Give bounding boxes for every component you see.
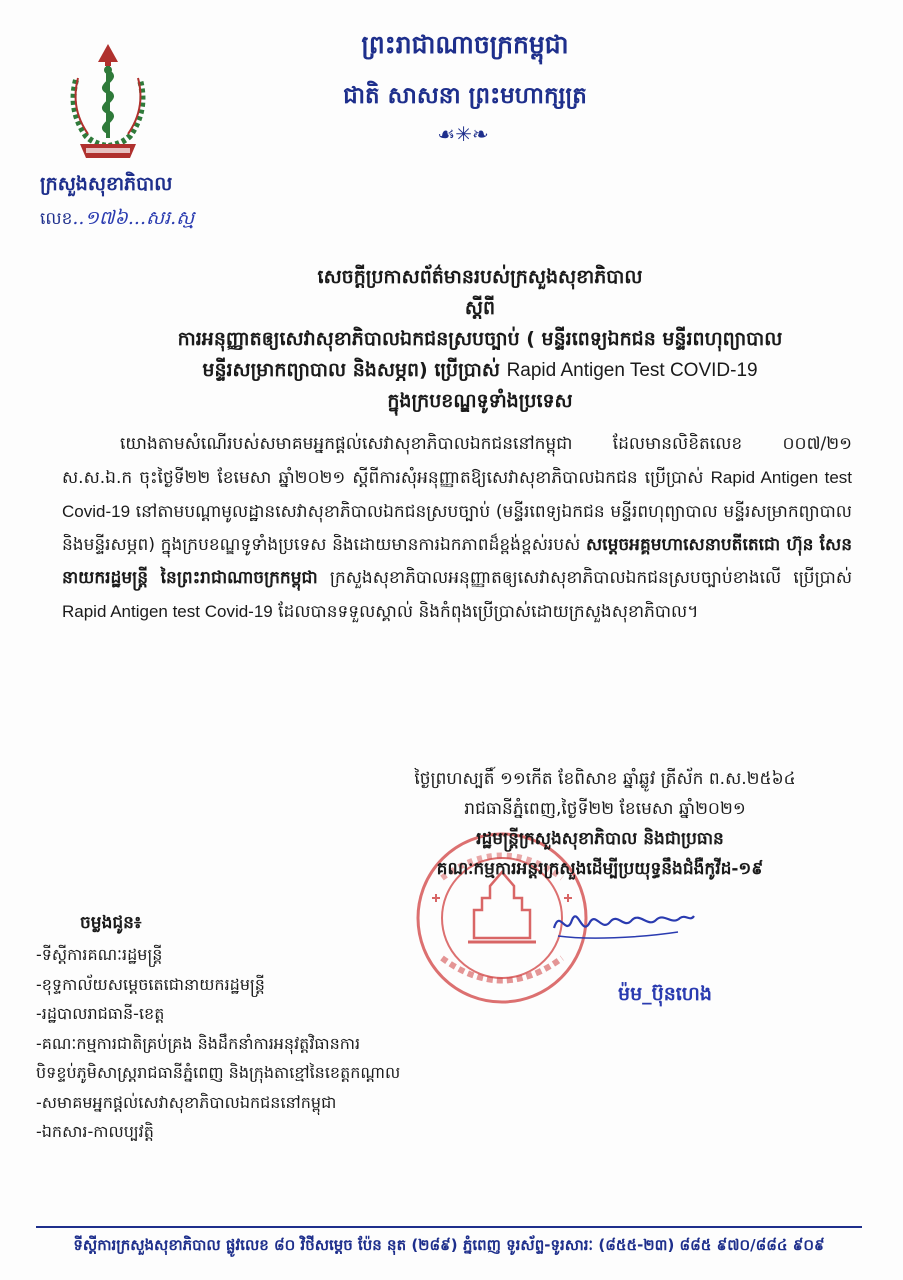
body-part-1: យោងតាមសំណើរបស់សមាគមអ្នកផ្តល់សេវាសុខាភិបាលឯកជននៅកម្ពុជា ដែលមានលិខិតលេខ ០០៧/២១ ស.ស.ឯ.ក ចុះថ្ងៃទី២២ ខែមេសា ឆ្នាំ២០២១ ស្តីពីការសុំអនុញ្ញាតឱ្យសេវាសុខាភិបាលឯកជន ប្រើប្រាស់ [62, 434, 852, 488]
body-part-3: ក្រសួងសុខាភិបាលអនុញ្ញាតឲ្យសេវាសុខាភិបាលឯកជនស្របច្បាប់ខាងលើ ប្រើប្រាស់ [329, 568, 853, 588]
distribution-heading: ចម្លងជូន៖ [80, 913, 142, 933]
body-part-2: នៅតាមបណ្តាមូលដ្ឋានសេវាសុខាភិបាលឯកជនស្របច្បាប់ (មន្ទីរពេទ្យឯកជន មន្ទីរពហុព្យាបាល មន្ទីរសម្រាកព្យាបាល និងមន្ទីរសម្ភព) ក្នុងក្របខណ្ឌទូទាំងប្រទេស និងដោយមានការឯកភាពដ៏ខ្ពង់ខ្ពស់របស់ [62, 502, 852, 555]
body-latin-2: Rapid Antigen test Covid-19 [62, 602, 273, 621]
footer-address: ទីស្តីការក្រសួងសុខាភិបាល ផ្លូវលេខ ៨០ វិថីសម្តេច ប៉ែន នុត (២៨៩) ភ្នំពេញ ទូរស័ព្ទ-ទូរសារៈ (៨៥៥-២៣) ៨៨៥ ៩៧០/៨៨៤ ៩០៩ [73, 1236, 825, 1254]
list-item: -គណៈកម្មការជាតិគ្រប់គ្រង និងដឹកនាំការអនុវត្តវិធានការ [36, 1033, 361, 1053]
title-line-4 [130, 355, 830, 386]
title-line-2: ស្តីពី [464, 297, 496, 319]
ministry-logo [58, 40, 158, 165]
list-item: -ឯកសារ-កាលប្បវត្តិ [36, 1122, 154, 1141]
reference-prefix: លេខ [40, 209, 73, 229]
ministry-name: ក្រសួងសុខាភិបាល [40, 173, 173, 195]
list-item: -ទីស្តីការគណៈរដ្ឋមន្ត្រី [36, 945, 163, 964]
list-item: -សមាគមអ្នកផ្តល់សេវាសុខាភិបាលឯកជននៅកម្ពុជា [36, 1092, 337, 1112]
signer-name: ម៉ម_ប៊ុនហេង [618, 983, 712, 1005]
title-line-5: ក្នុងក្របខណ្ឌទូទាំងប្រទេស [387, 390, 573, 412]
body-part-4: ដែលបានទទួលស្គាល់ និងកំពុងប្រើប្រាស់ដោយក្រសួងសុខាភិបាល។ [278, 602, 699, 622]
title-line-1: សេចក្តីប្រកាសព័ត៌មានរបស់ក្រសួងសុខាភិបាល [317, 266, 643, 288]
list-item: -រដ្ឋបាលរាជធានី-ខេត្ត [36, 1004, 165, 1023]
list-item: -ខុទ្ទកាល័យសម្តេចតេជោនាយករដ្ឋមន្ត្រី [36, 974, 265, 994]
handwritten-signature [548, 898, 698, 948]
ornament-divider: ☙✳❧ [437, 122, 489, 146]
national-motto: ជាតិ សាសនា ព្រះមហាក្សត្រ [343, 82, 587, 109]
list-item: បិទខ្ទប់ភូមិសាស្ត្ររាជធានីភ្នំពេញ និងក្រុងតាខ្មៅនៃខេត្តកណ្តាល [36, 1063, 401, 1082]
title-line-4-khmer: មន្ទីរសម្រាកព្យាបាល និងសម្ភព) ប្រើប្រាស់ [202, 359, 500, 381]
body-latin-1: Rapid Antigen test Covid-19 [62, 468, 853, 521]
footer-rule [36, 1226, 862, 1228]
announcement-title [130, 262, 830, 417]
title-line-4-latin: Rapid Antigen Test COVID-19 [506, 360, 758, 381]
lunar-date: ថ្ងៃព្រហស្បតិ៍ ១១កើត ខែពិសាខ ឆ្នាំឆ្លូវ ត្រីស័ក ព.ស.២៥៦៤ [414, 769, 796, 789]
distribution-list [36, 940, 556, 1147]
reference-number [40, 206, 240, 234]
body-paragraph [62, 428, 852, 629]
reference-handwritten: ..១៧៦...សរ.ស្ម [72, 207, 195, 229]
kingdom-heading: ព្រះរាជាណាចក្រកម្ពុជា [361, 30, 569, 59]
signer-position-1: រដ្ឋមន្ត្រីក្រសួងសុខាភិបាល និងជាប្រធាន [476, 829, 724, 849]
place-and-date: រាជធានីភ្នំពេញ,ថ្ងៃទី២២ ខែមេសា ឆ្នាំ២០២១ [464, 799, 746, 819]
signer-position-2: គណៈកម្មការអន្តរក្រសួងដើម្បីប្រយុទ្ធនឹងជំងឺកូវីដ-១៩ [436, 859, 764, 879]
title-line-3: ការអនុញ្ញាតឲ្យសេវាសុខាភិបាលឯកជនស្របច្បាប់ ( មន្ទីរពេទ្យឯកជន មន្ទីរពហុព្យាបាល [177, 328, 783, 350]
body-bold-name: សម្តេចអគ្គមហាសេនាបតីតេជោ ហ៊ុន សែន នាយករដ្ឋមន្ត្រី នៃព្រះរាជាណាចក្រកម្ពុជា [62, 535, 852, 588]
